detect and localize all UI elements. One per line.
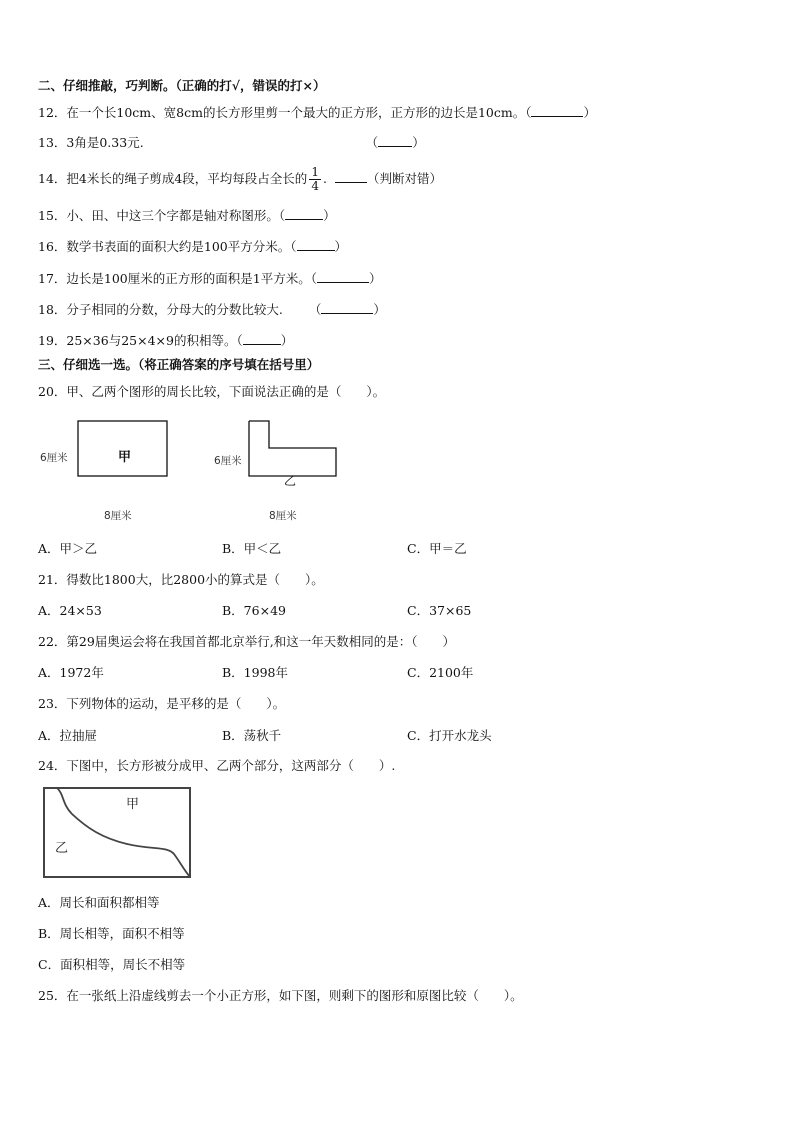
answer-blank-15[interactable] [285,207,323,220]
question-14-tail: （判断对错） [366,171,442,186]
fraction-numerator: 1 [311,165,319,179]
question-13-close: ） [412,135,425,150]
figure-a-rectangle [78,421,167,476]
question-24: 24．下图中，长方形被分成甲、乙两个部分，这两部分（ ）. [38,758,396,773]
fraction-denominator: 4 [311,179,319,193]
q24-option-a[interactable]: A．周长和面积都相等 [38,895,160,910]
question-19-text: 19．25×36与25×4×9的积相等。（ [38,333,243,348]
question-12-text: 12．在一个长10cm、宽8cm的长方形里剪一个最大的正方形，正方形的边长是10cm。（ [38,105,532,120]
question-18-close: ） [373,302,386,317]
question-15 [38,207,336,224]
question-15-text: 15．小、田、中这三个字都是轴对称图形。（ [38,208,286,223]
question-14-period: . [322,171,327,186]
question-13-open: （ [365,135,379,150]
answer-blank-12[interactable] [531,104,583,117]
question-16-close: ） [334,239,348,254]
figure-a-height-label: 6厘米 [40,452,68,464]
q22-option-c[interactable]: C．2100年 [407,665,474,680]
question-21: 21．得数比1800大，比2800小的算式是（ ）。 [38,572,324,587]
figure-b-shape [249,421,336,476]
q20-option-b[interactable]: B．甲＜乙 [222,541,282,556]
answer-blank-18[interactable] [321,301,373,314]
question-20: 20．甲、乙两个图形的周长比较，下面说法正确的是（ ）。 [38,384,386,399]
q23-option-a[interactable]: A．拉抽屉 [38,728,98,743]
divided-rectangle-figure [42,786,194,882]
question-19-close: ） [280,333,294,348]
section-2-title: 二、仔细推敲，巧判断。（正确的打√，错误的打×） [38,78,326,93]
question-18-open: （ [308,302,322,317]
q24-option-c[interactable]: C．面积相等，周长不相等 [38,957,186,972]
question-18 [38,301,386,318]
figure-b-height-label: 6厘米 [214,455,242,467]
question-14 [38,164,442,194]
q21-option-c[interactable]: C．37×65 [407,603,472,618]
region-bottom-label: 乙 [55,841,69,856]
question-19 [38,332,293,349]
question-16 [38,238,347,255]
q24-option-b[interactable]: B．周长相等，面积不相等 [38,926,185,941]
q23-option-c[interactable]: C．打开水龙头 [407,728,492,743]
figure-a-width-label: 8厘米 [104,510,132,522]
question-13-text: 13．3角是0.33元. [38,135,144,150]
question-18-text: 18．分子相同的分数，分母大的分数比较大. [38,302,283,317]
q20-option-a[interactable]: A．甲＞乙 [38,541,98,556]
answer-blank-17[interactable] [317,270,369,283]
question-12-close: ） [583,105,596,120]
answer-blank-16[interactable] [297,238,335,251]
question-25: 25．在一张纸上沿虚线剪去一个小正方形，如下图，则剩下的图形和原图比较（ ）。 [38,988,523,1003]
question-15-close: ） [323,208,336,223]
q21-option-a[interactable]: A．24×53 [38,603,102,618]
section-3-title: 三、仔细选一选。（将正确答案的序号填在括号里） [38,357,320,372]
figure-a-name: 甲 [118,450,132,465]
question-13 [38,134,425,151]
answer-blank-19[interactable] [243,332,281,345]
question-14-text: 14．把4米长的绳子剪成4段，平均每段占全长的 [38,171,308,186]
question-12 [38,104,596,121]
q22-option-b[interactable]: B．1998年 [222,665,288,680]
figure-b-width-label: 8厘米 [269,510,297,522]
q22-option-a[interactable]: A．1972年 [38,665,104,680]
answer-blank-14[interactable] [335,170,367,183]
question-22: 22．第29届奥运会将在我国首都北京举行,和这一年天数相同的是：（ ） [38,634,456,649]
question-17-text: 17．边长是100厘米的正方形的面积是1平方米。（ [38,271,317,286]
question-17-close: ） [368,271,382,286]
region-top-label: 甲 [126,797,140,812]
question-16-text: 16．数学书表面的面积大约是100平方分米。（ [38,239,297,254]
figure-b-name: 乙 [284,474,297,488]
q20-option-c[interactable]: C．甲＝乙 [407,541,467,556]
q23-option-b[interactable]: B．荡秋千 [222,728,282,743]
dividing-curve [57,788,190,877]
question-23: 23．下列物体的运动，是平移的是（ ）。 [38,696,286,711]
fraction [309,166,321,193]
perimeter-figures [38,412,358,527]
question-17 [38,270,381,287]
q21-option-b[interactable]: B．76×49 [222,603,286,618]
outer-rectangle [44,788,190,877]
answer-blank-13[interactable] [378,134,412,147]
